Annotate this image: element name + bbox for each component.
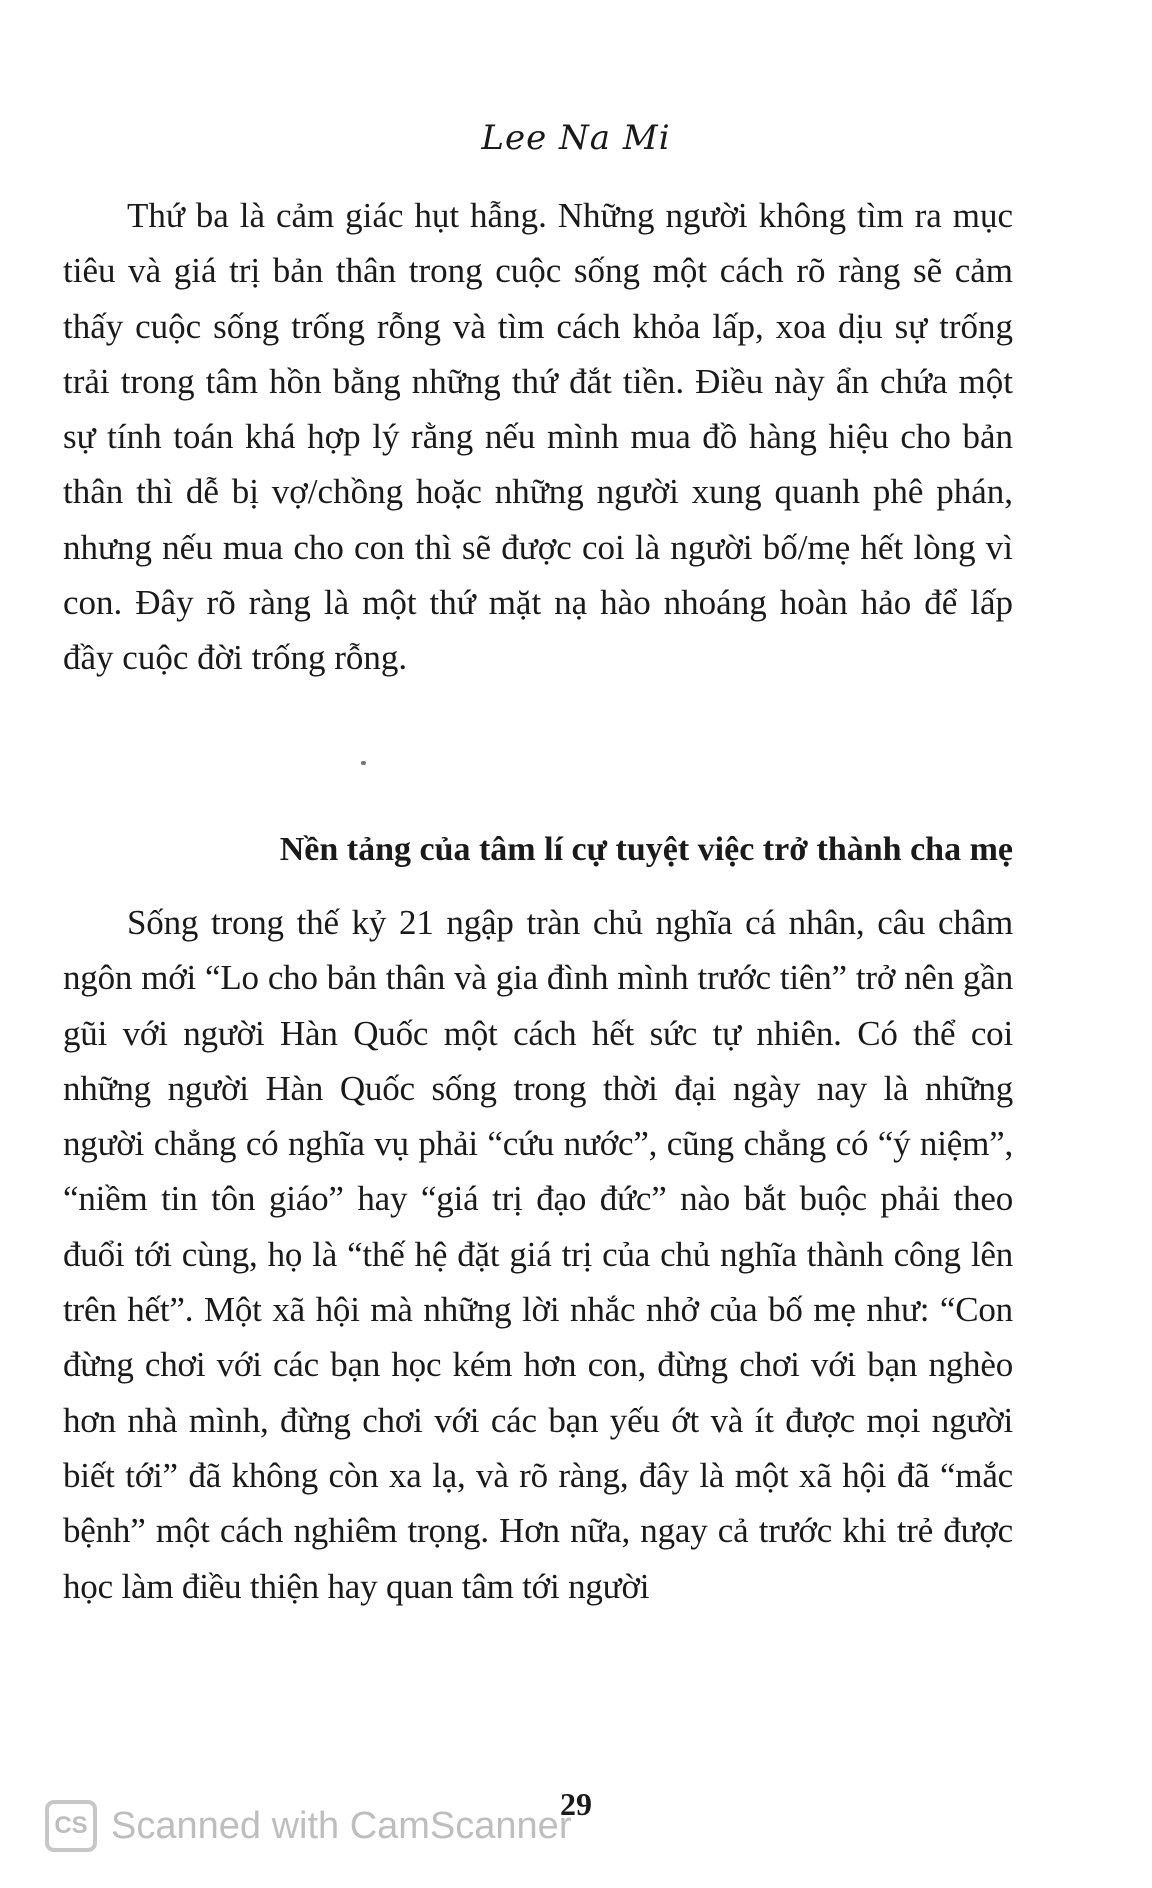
camscanner-logo-icon: CS — [45, 1800, 97, 1852]
scan-speck — [361, 761, 366, 765]
watermark-text: Scanned with CamScanner — [111, 1804, 572, 1847]
running-header-author: Lee Na Mi — [481, 118, 671, 158]
page-number: 29 — [560, 1786, 592, 1822]
section-heading: Nền tảng của tâm lí cự tuyệt việc trở thành cha mẹ — [279, 831, 1013, 868]
body-paragraph: Thứ ba là cảm giác hụt hẫng. Những người không tìm ra mục tiêu và giá trị bản thân trong cuộc sống một cách rõ ràng sẽ cảm thấy cuộc sống trống rỗng và tìm cách khỏa lấp, xoa dịu sự trống trải trong tâm hồn bằng những thứ đắt tiền. Điều này ẩn chứa một sự tính toán khá hợp lý rằng nếu mình mua đồ hàng hiệu cho bản thân thì dễ bị vợ/chồng hoặc những người xung quanh phê phán, nhưng nếu mua cho con thì sẽ được coi là người bố/mẹ hết lòng vì con. Đây rõ ràng là một thứ mặt nạ hào nhoáng hoàn hảo để lấp đầy cuộc đời trống rỗng. — [63, 196, 1013, 678]
body-paragraph: Sống trong thế kỷ 21 ngập tràn chủ nghĩa cá nhân, câu châm ngôn mới “Lo cho bản thân và gia đình mình trước tiên” trở nên gần gũi với người Hàn Quốc một cách hết sức tự nhiên. Có thể coi những người Hàn Quốc sống trong thời đại ngày nay là những người chẳng có nghĩa vụ phải “cứu nước”, cũng chẳng có “ý niệm”, “niềm tin tôn giáo” hay “giá trị đạo đức” nào bắt buộc phải theo đuổi tới cùng, họ là “thế hệ đặt giá trị của chủ nghĩa thành công lên trên hết”. Một xã hội mà những lời nhắc nhở của bố mẹ như: “Con đừng chơi với các bạn học kém hơn con, đừng chơi với bạn nghèo hơn nhà mình, đừng chơi với các bạn yếu ớt và ít được mọi người biết tới” đã không còn xa lạ, và rõ ràng, đây là một xã hội đã “mắc bệnh” một cách nghiêm trọng. Hơn nữa, ngay cả trước khi trẻ được học làm điều thiện hay quan tâm tới người — [63, 903, 1013, 1606]
camscanner-watermark — [45, 1800, 571, 1852]
